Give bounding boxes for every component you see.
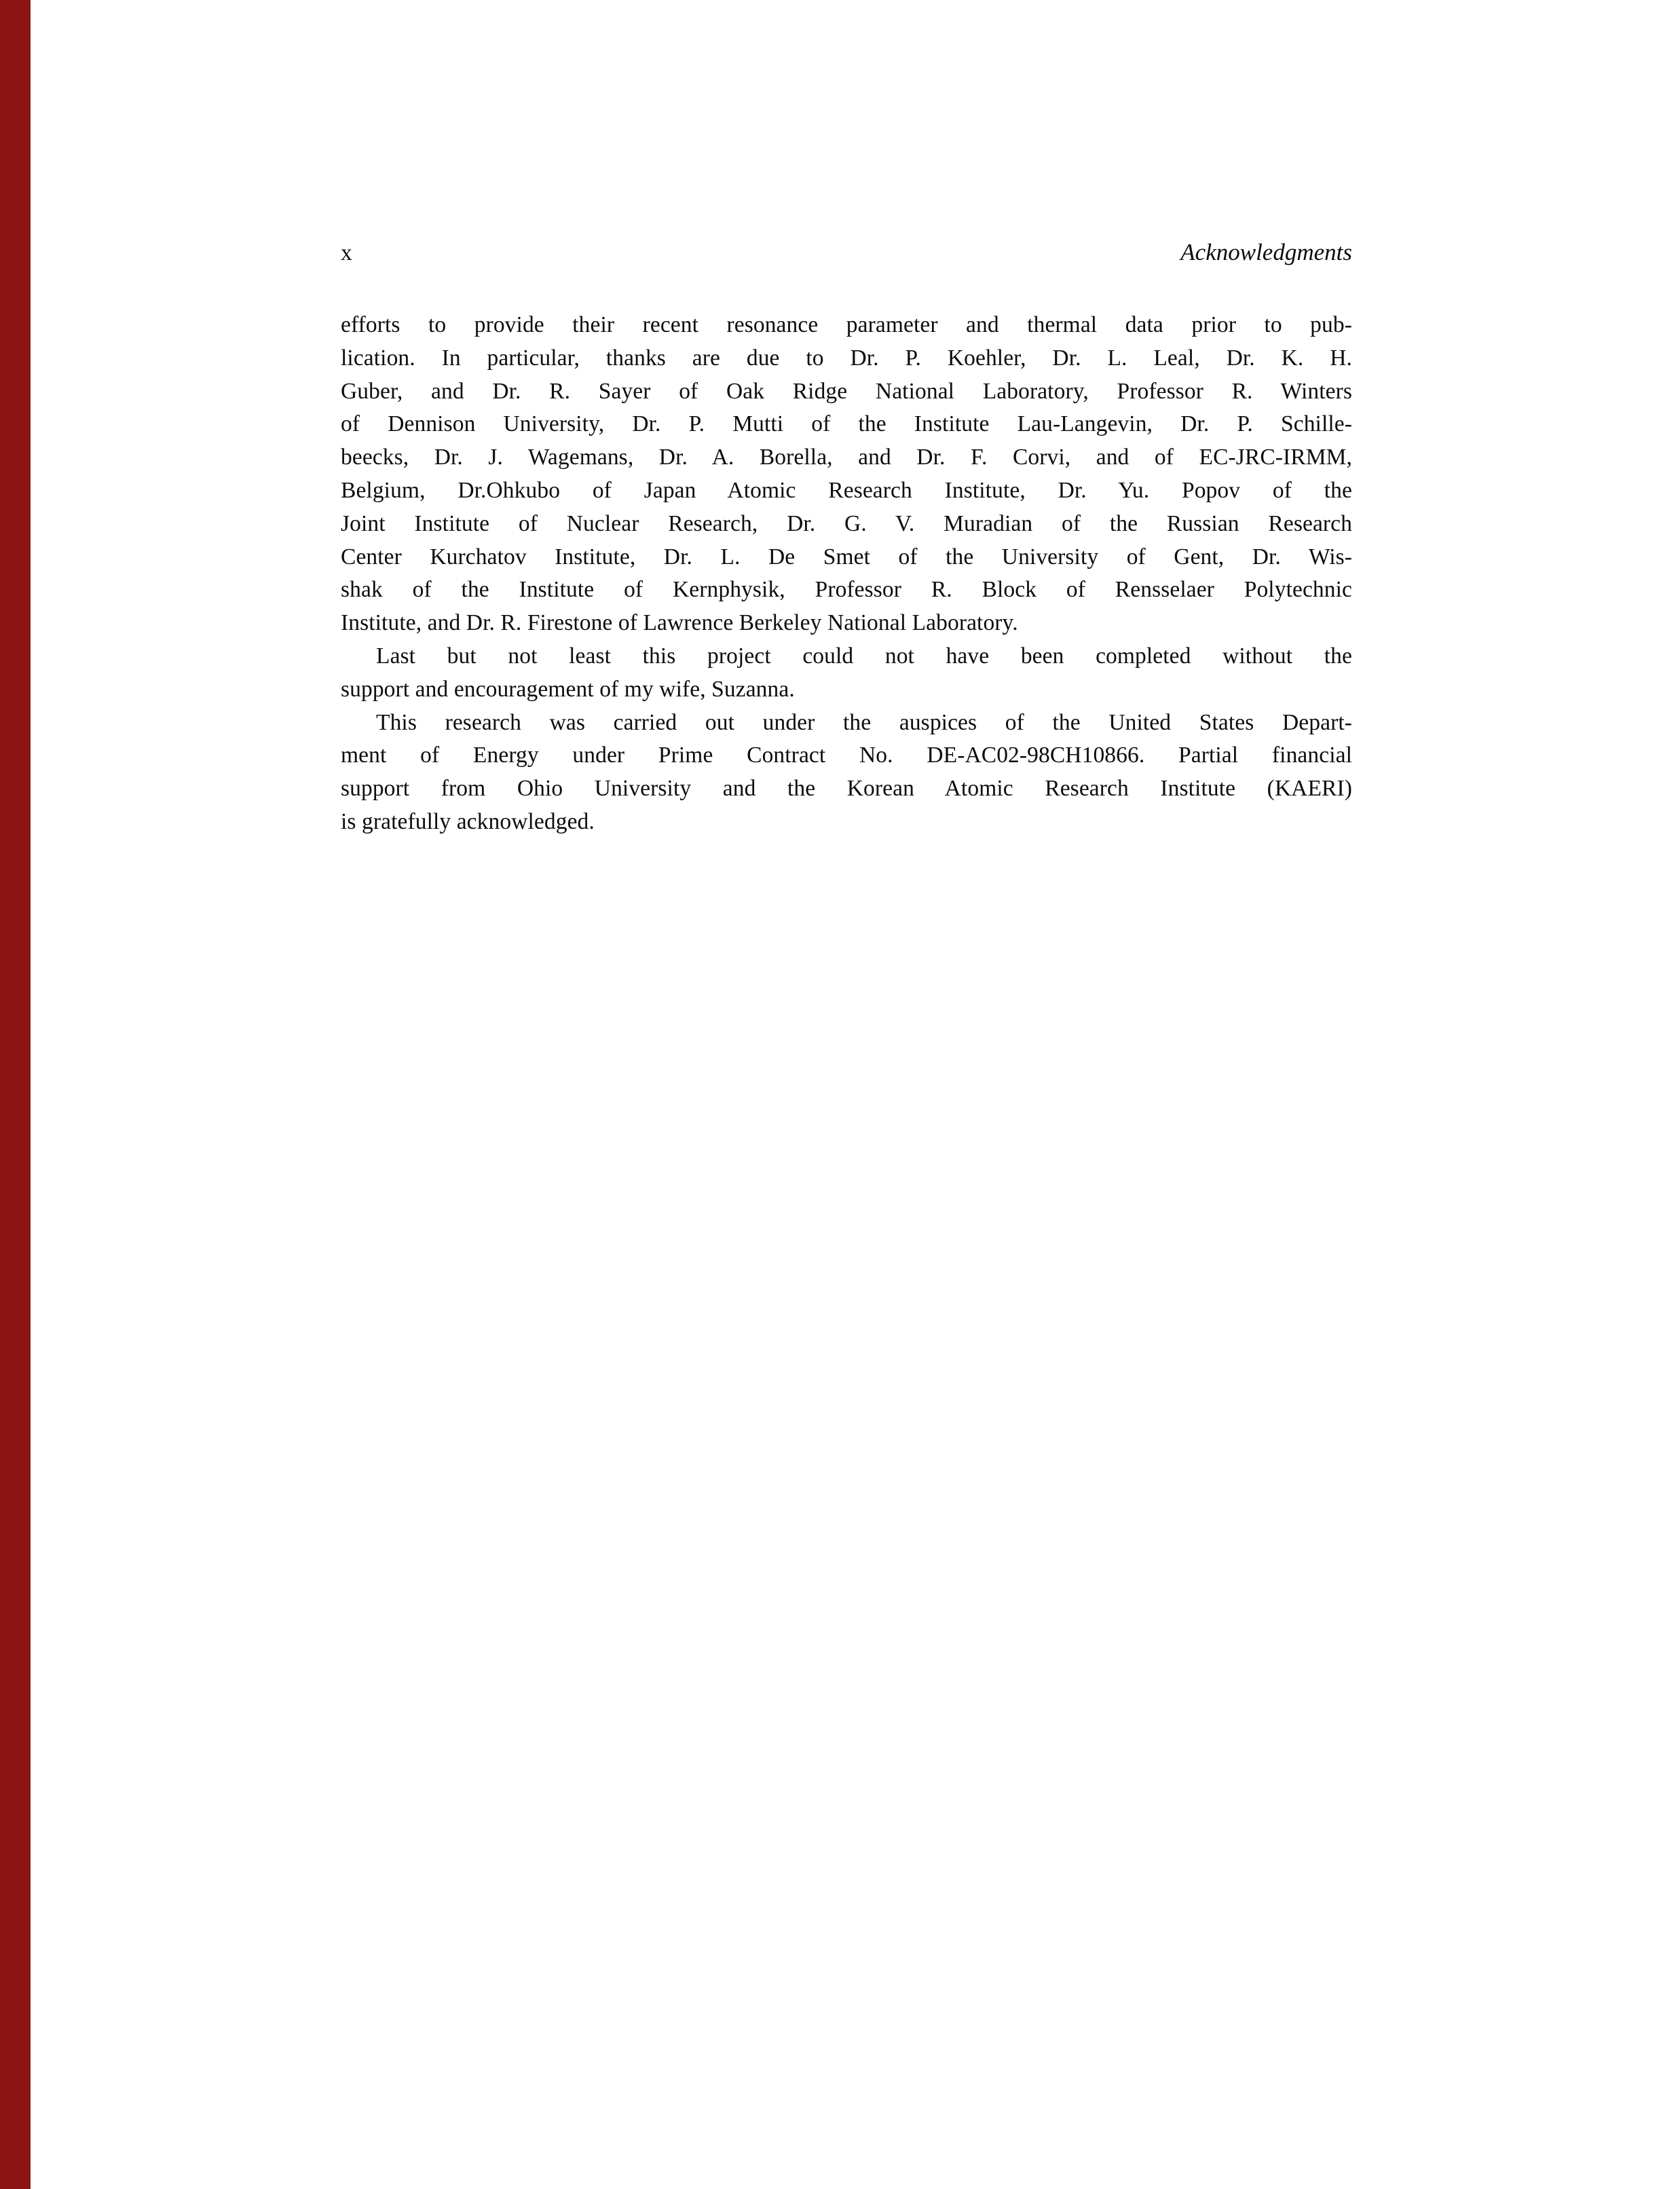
text-line: Joint Institute of Nuclear Research, Dr. G. V. Muradian of the Russian Research <box>341 510 1352 536</box>
book-spine-edge <box>0 0 31 2189</box>
text-line: This research was carried out under the auspices of the United States Depart- <box>376 709 1352 735</box>
text-line: Last but not least this project could not have been completed without the <box>376 643 1352 669</box>
running-header <box>341 240 1352 266</box>
text-line: Belgium, Dr.Ohkubo of Japan Atomic Research Institute, Dr. Yu. Popov of the <box>341 477 1352 503</box>
text-line: is gratefully acknowledged. <box>341 808 595 834</box>
text-line: lication. In particular, thanks are due to Dr. P. Koehler, Dr. L. Leal, Dr. K. H. <box>341 345 1352 371</box>
running-header-title: Acknowledgments <box>1180 239 1352 265</box>
page-number: x <box>341 240 352 265</box>
text-line: support and encouragement of my wife, Suzanna. <box>341 676 795 702</box>
text-line: ment of Energy under Prime Contract No. DE-AC02-98CH10866. Partial financial <box>341 743 1352 768</box>
text-line: support from Ohio University and the Korean Atomic Research Institute (KAERI) <box>341 776 1352 802</box>
text-line: beecks, Dr. J. Wagemans, Dr. A. Borella, and Dr. F. Corvi, and of EC-JRC-IRMM, <box>341 445 1352 470</box>
text-line: shak of the Institute of Kernphysik, Professor R. Block of Rensselaer Polytechnic <box>341 577 1352 603</box>
text-line: Institute, and Dr. R. Firestone of Lawrence Berkeley National Laboratory. <box>341 610 1018 636</box>
text-line: Guber, and Dr. R. Sayer of Oak Ridge National Laboratory, Professor R. Winters <box>341 378 1352 404</box>
text-line: Center Kurchatov Institute, Dr. L. De Smet of the University of Gent, Dr. Wis- <box>341 544 1352 569</box>
text-line: of Dennison University, Dr. P. Mutti of the Institute Lau-Langevin, Dr. P. Schille- <box>341 411 1352 437</box>
text-line: efforts to provide their recent resonance parameter and thermal data prior to pub- <box>341 312 1352 337</box>
acknowledgments-text <box>341 309 1352 839</box>
